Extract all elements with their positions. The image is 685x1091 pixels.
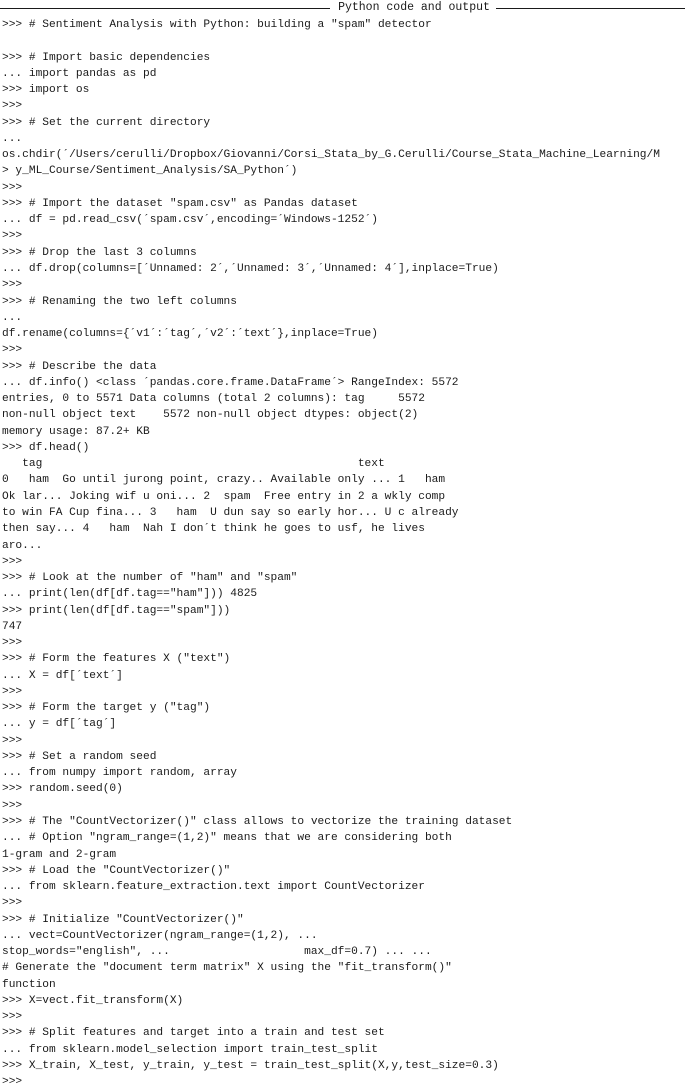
code-box-title: Python code and output <box>338 1 490 14</box>
code-line: >>> X=vect.fit_transform(X) <box>2 994 184 1007</box>
code-line: >>> # Form the target y ("tag") <box>2 702 211 715</box>
code-line: >>> # Import basic dependencies <box>2 51 211 64</box>
code-line: ... from sklearn.feature_extraction.text import CountVectorizer <box>2 881 425 894</box>
code-line: >>> import os <box>2 84 90 97</box>
code-line: >>> <box>2 734 23 747</box>
code-line: entries, 0 to 5571 Data columns (total 2 columns): tag 5572 <box>2 393 425 406</box>
code-line: 747 <box>2 620 23 633</box>
code-line: stop_words="english", ... max_df=0.7) ... ... <box>2 946 432 959</box>
code-block <box>2 17 682 1091</box>
code-line: then say... 4 ham Nah I don´t think he goes to usf, he lives <box>2 523 425 536</box>
code-line: ... import pandas as pd <box>2 67 157 80</box>
code-line: >>> # Import the dataset "spam.csv" as Pandas dataset <box>2 197 358 210</box>
code-line: ... # Option "ngram_range=(1,2)" means that we are considering both <box>2 832 452 845</box>
code-line: >>> df.head() <box>2 441 90 454</box>
code-line: Ok lar... Joking wif u oni... 2 spam Free entry in 2 a wkly comp <box>2 490 446 503</box>
code-line: >>> # The "CountVectorizer()" class allows to vectorize the training dataset <box>2 816 513 829</box>
code-line: ... df.info() <class ´pandas.core.frame.DataFrame´> RangeIndex: 5572 <box>2 376 459 389</box>
code-line <box>2 33 682 49</box>
code-line: ... vect=CountVectorizer(ngram_range=(1,2), ... <box>2 929 318 942</box>
code-line: ... from numpy import random, array <box>2 767 237 780</box>
code-line: >>> # Form the features X ("text") <box>2 653 231 666</box>
code-line: > y_ML_Course/Sentiment_Analysis/SA_Python´) <box>2 165 298 178</box>
code-line: >>> <box>2 344 23 357</box>
code-line: >>> # Renaming the two left columns <box>2 295 237 308</box>
code-line: >>> <box>2 100 23 113</box>
code-line: >>> # Load the "CountVectorizer()" <box>2 864 231 877</box>
code-line: >>> # Drop the last 3 columns <box>2 246 197 259</box>
code-line: >>> <box>2 181 23 194</box>
code-line: 0 ham Go until jurong point, crazy.. Available only ... 1 ham <box>2 474 446 487</box>
code-line: ... y = df[´tag´] <box>2 718 117 731</box>
code-line: >>> <box>2 279 23 292</box>
code-line: >>> <box>2 1076 23 1089</box>
code-line: # Generate the "document term matrix" X using the "fit_transform()" <box>2 962 452 975</box>
code-line: >>> <box>2 799 23 812</box>
code-line: >>> # Set a random seed <box>2 750 157 763</box>
code-box-header <box>0 0 685 16</box>
code-line: df.rename(columns={´v1´:´tag´,´v2´:´text´},inplace=True) <box>2 328 378 341</box>
code-line: ... X = df[´text´] <box>2 669 123 682</box>
code-line: ... from sklearn.model_selection import train_test_split <box>2 1043 378 1056</box>
code-line: non-null object text 5572 non-null object dtypes: object(2) <box>2 409 419 422</box>
code-line: >>> # Set the current directory <box>2 116 211 129</box>
code-line: aro... <box>2 539 43 552</box>
code-line: >>> <box>2 555 23 568</box>
code-line: >>> random.seed(0) <box>2 783 123 796</box>
code-line: >>> <box>2 685 23 698</box>
header-rule-left <box>0 8 330 9</box>
code-line: ... <box>2 132 23 145</box>
code-line: function <box>2 978 56 991</box>
code-line: >>> print(len(df[df.tag=="spam"])) <box>2 604 231 617</box>
code-line: memory usage: 87.2+ KB <box>2 425 150 438</box>
code-line: ... df.drop(columns=[´Unnamed: 2´,´Unnamed: 3´,´Unnamed: 4´],inplace=True) <box>2 262 499 275</box>
code-line: 1-gram and 2-gram <box>2 848 117 861</box>
code-line: >>> <box>2 637 23 650</box>
code-line: os.chdir(´/Users/cerulli/Dropbox/Giovanni/Corsi_Stata_by_G.Cerulli/Course_Stata_Machine_Learning/M <box>2 149 660 162</box>
code-line: >>> # Sentiment Analysis with Python: building a "spam" detector <box>2 19 432 31</box>
code-line: >>> # Initialize "CountVectorizer()" <box>2 913 244 926</box>
code-line: >>> X_train, X_test, y_train, y_test = train_test_split(X,y,test_size=0.3) <box>2 1060 499 1072</box>
code-line: >>> <box>2 1011 23 1024</box>
code-line: >>> # Describe the data <box>2 360 157 373</box>
code-line: tag text <box>2 458 385 471</box>
header-rule-right <box>496 8 685 9</box>
code-line: to win FA Cup fina... 3 ham U dun say so early hor... U c already <box>2 506 459 519</box>
code-line: ... <box>2 311 23 324</box>
code-line: >>> # Split features and target into a train and test set <box>2 1027 385 1040</box>
code-line: >>> # Look at the number of "ham" and "spam" <box>2 572 298 585</box>
code-line: ... df = pd.read_csv(´spam.csv´,encoding=´Windows-1252´) <box>2 214 378 227</box>
code-line: >>> <box>2 230 23 243</box>
code-line: ... print(len(df[df.tag=="ham"])) 4825 <box>2 588 258 601</box>
code-line: >>> <box>2 897 23 910</box>
